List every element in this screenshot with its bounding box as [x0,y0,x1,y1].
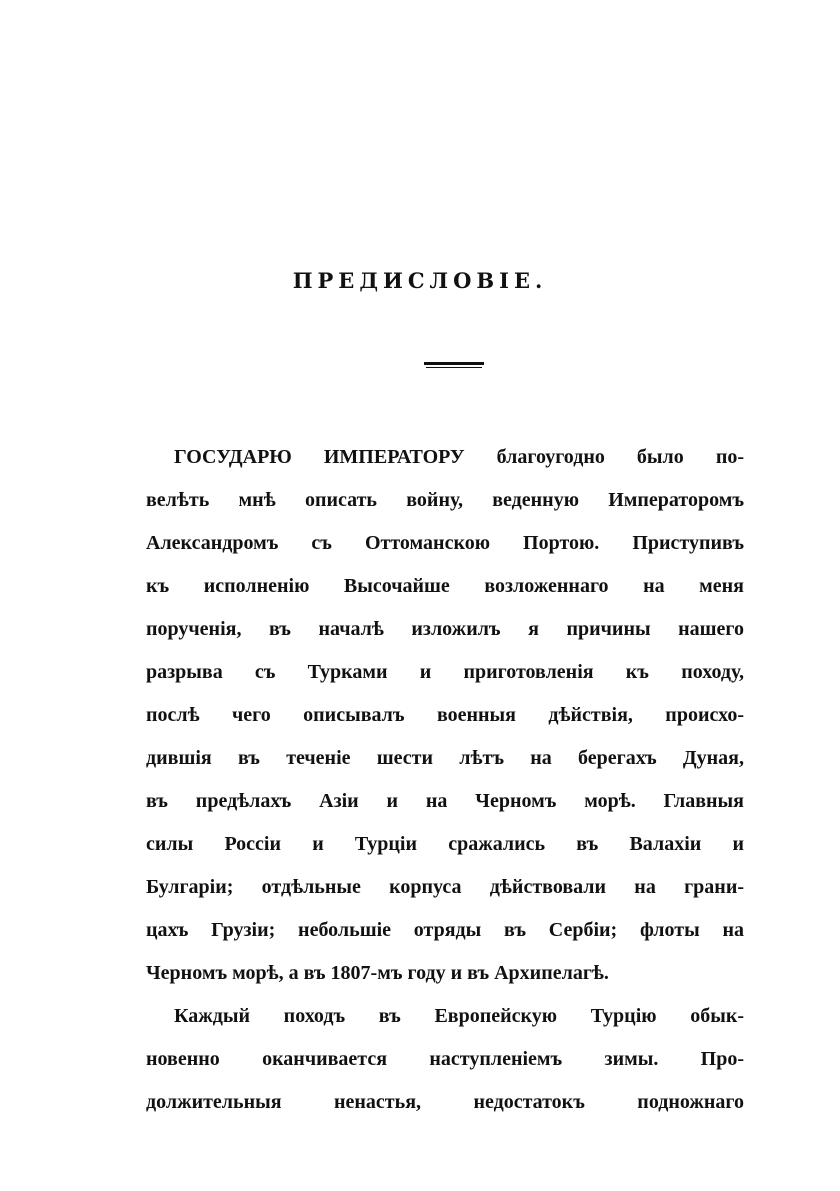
text-line: Александромъ съ Оттоманскою Портою. Приступивъ [146,532,744,554]
page-title: ПРЕДИСЛОВІЕ. [292,268,548,293]
preface-body [146,436,744,1124]
text-line: новенно оканчивается наступленіемъ зимы. Про- [146,1048,744,1070]
text-line: въ предѣлахъ Азіи и на Черномъ морѣ. Главныя [146,790,744,812]
ornament-thick-rule [424,362,484,365]
text-line: велѣть мнѣ описать войну, веденную Императоромъ [146,489,744,511]
title-ornament-divider [424,362,484,370]
text-line: цахъ Грузіи; небольшіе отряды въ Сербіи; флоты на [146,919,744,941]
text-line: силы Россіи и Турціи сражались въ Валахіи и [146,833,744,855]
text-line: Булгаріи; отдѣльные корпуса дѣйствовали на грани- [146,876,744,898]
text-line: разрыва съ Турками и приготовленія къ походу, [146,661,744,683]
ornament-thin-rule [426,367,482,368]
text-line: къ исполненію Высочайше возложеннаго на меня [146,575,744,597]
text-line: должительныя ненастья, недостатокъ подножнаго [146,1091,744,1113]
text-line: порученія, въ началѣ изложилъ я причины нашего [146,618,744,640]
text-line: дившія въ теченіе шести лѣтъ на берегахъ Дуная, [146,747,744,769]
text-line: ГОСУДАРЮ ИМПЕРАТОРУ благоугодно было по- [174,446,744,468]
text-line: послѣ чего описывалъ военныя дѣйствія, происхо- [146,704,744,726]
text-line: Каждый походъ въ Европейскую Турцію обык- [174,1005,744,1027]
text-line: Черномъ морѣ, а въ 1807-мъ году и въ Архипелагѣ. [146,962,609,984]
